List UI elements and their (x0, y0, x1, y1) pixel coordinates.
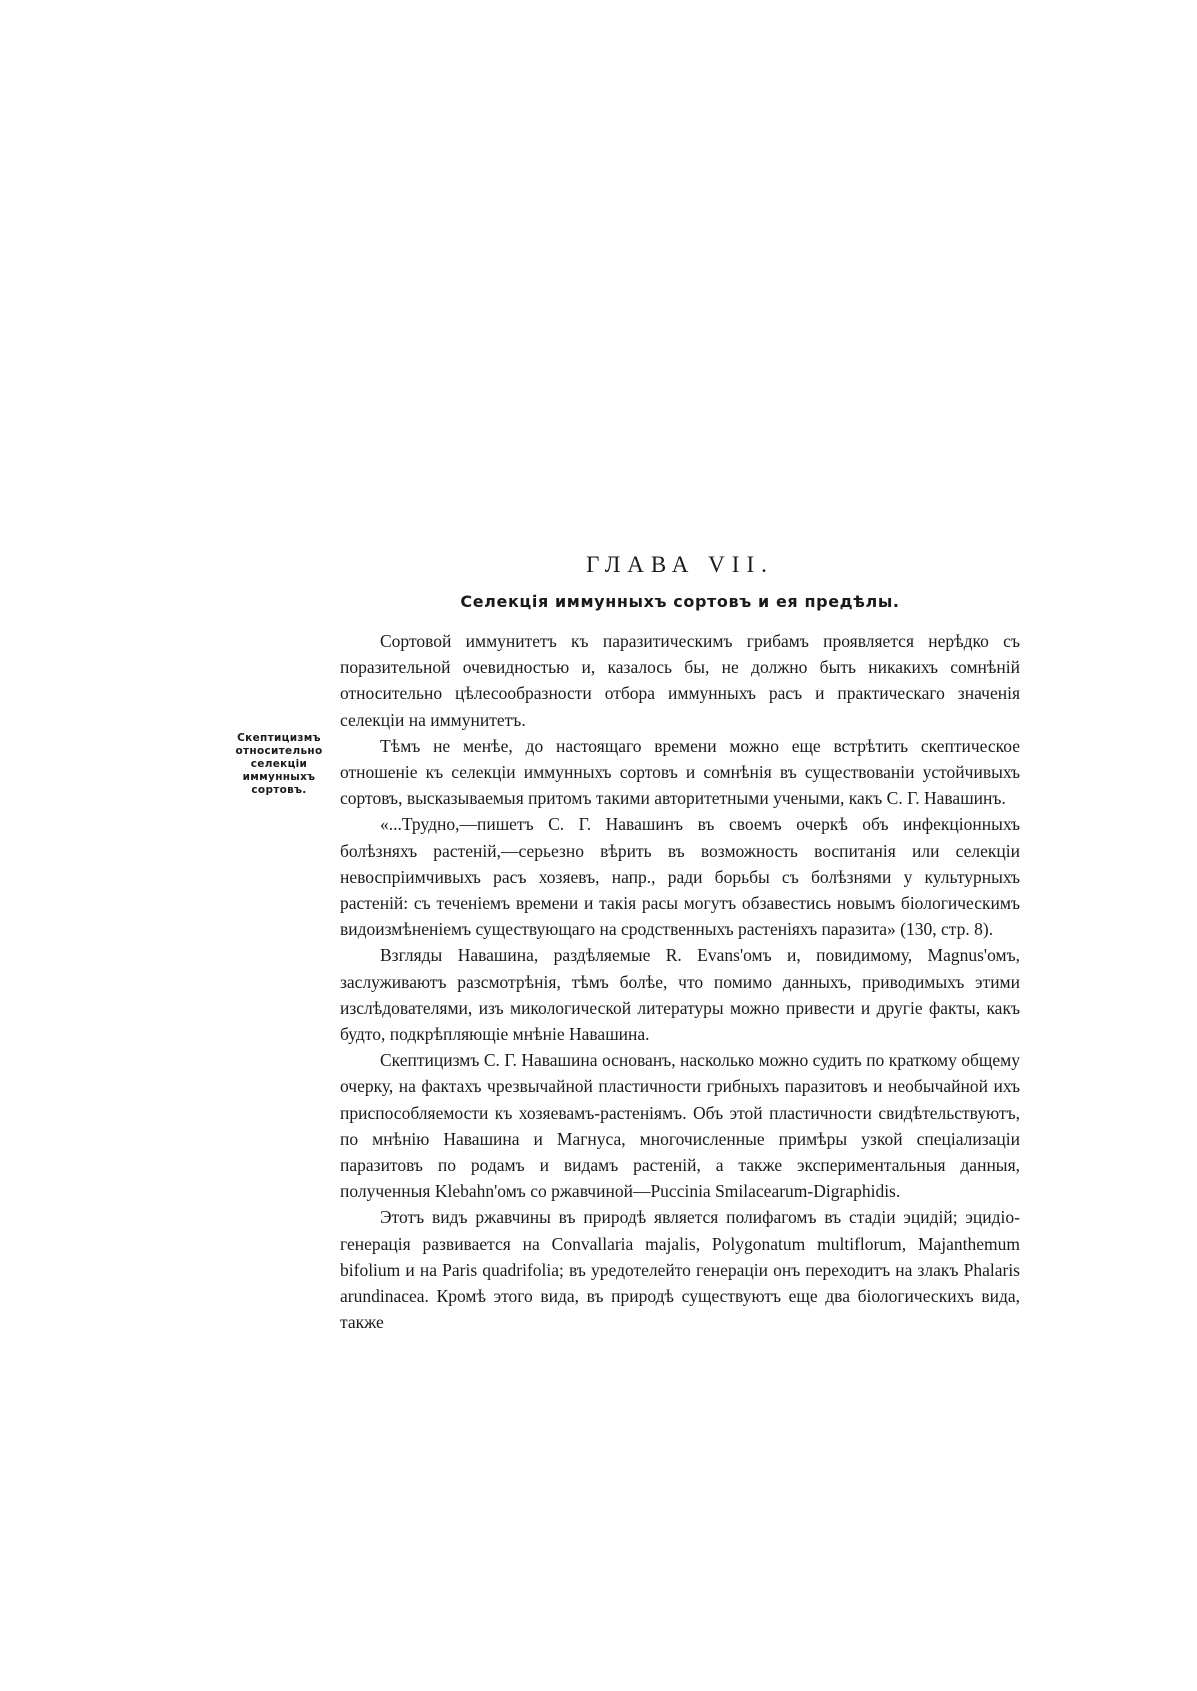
chapter-title: ГЛАВА VII. (586, 552, 774, 577)
paragraph: «...Трудно,—пишетъ С. Г. Навашинъ въ своемъ очеркѣ объ инфекціонныхъ болѣзняхъ растеній,—серьезно вѣрить въ возможность воспитанія или селекціи невоспріимчивыхъ расъ хозяевъ, напр., ради борьбы съ болѣзнями у культурныхъ растеній: съ теченіемъ времени и такія расы могутъ обзавестись новымъ біологическимъ видоизмѣненіемъ существующаго на сродственныхъ растеніяхъ паразита» (130, стр. 8). (340, 814, 1020, 940)
paragraph: Взгляды Навашина, раздѣляемые R. Evans'омъ и, повидимому, Magnus'омъ, заслуживаютъ разсмотрѣнія, тѣмъ болѣе, что помимо данныхъ, приводимыхъ этими изслѣдователями, изъ микологической литературы можно привести и другіе факты, какъ будто, подкрѣпляющіе мнѣніе Навашина. (340, 945, 1020, 1045)
paragraph: Этотъ видъ ржавчины въ природѣ является полифагомъ въ стадіи эцидій; эцидіо-генерація развивается на Convallaria majalis, Polygonatum multiflorum, Majanthemum bifolium и на Paris quadrifolia; въ уредотелейто генераціи онъ переходитъ на злакъ Phalaris arundinacea. Кромѣ этого вида, въ природѣ существуютъ еще два біологическихъ вида, также (340, 1207, 1020, 1333)
body-text (340, 628, 1020, 1335)
chapter-subtitle: Селекція иммунныхъ сортовъ и ея предѣлы. (460, 592, 900, 611)
margin-note: Скептицизмъ относительно селекціи иммунныхъ сортовъ. (235, 732, 323, 796)
paragraph: Тѣмъ не менѣе, до настоящаго времени можно еще встрѣтить скептическое отношеніе къ селекціи иммунныхъ сортовъ и сомнѣнія въ существованіи устойчивыхъ сортовъ, высказываемыя притомъ такими авторитетными учеными, какъ С. Г. Навашинъ. (340, 735, 1020, 809)
paragraph: Скептицизмъ С. Г. Навашина основанъ, насколько можно судить по краткому общему очерку, на фактахъ чрезвычайной пластичности грибныхъ паразитовъ и необычайной ихъ приспособляемости къ хозяевамъ-растеніямъ. Объ этой пластичности свидѣтельствуютъ, по мнѣнію Навашина и Магнуса, многочисленные примѣры узкой спеціализаціи паразитовъ по родамъ и видамъ растеній, а также экспериментальныя данныя, полученныя Klebahn'омъ со ржавчиной—Puccinia Smilacearum-Digraphidis. (340, 1050, 1020, 1202)
paragraph: Сортовой иммунитетъ къ паразитическимъ грибамъ проявляется нерѣдко съ поразительной очевидностью и, казалось бы, не должно быть никакихъ сомнѣній относительно цѣлесообразности отбора иммунныхъ расъ и практическаго значенія селекціи на иммунитетъ. (340, 631, 1020, 730)
